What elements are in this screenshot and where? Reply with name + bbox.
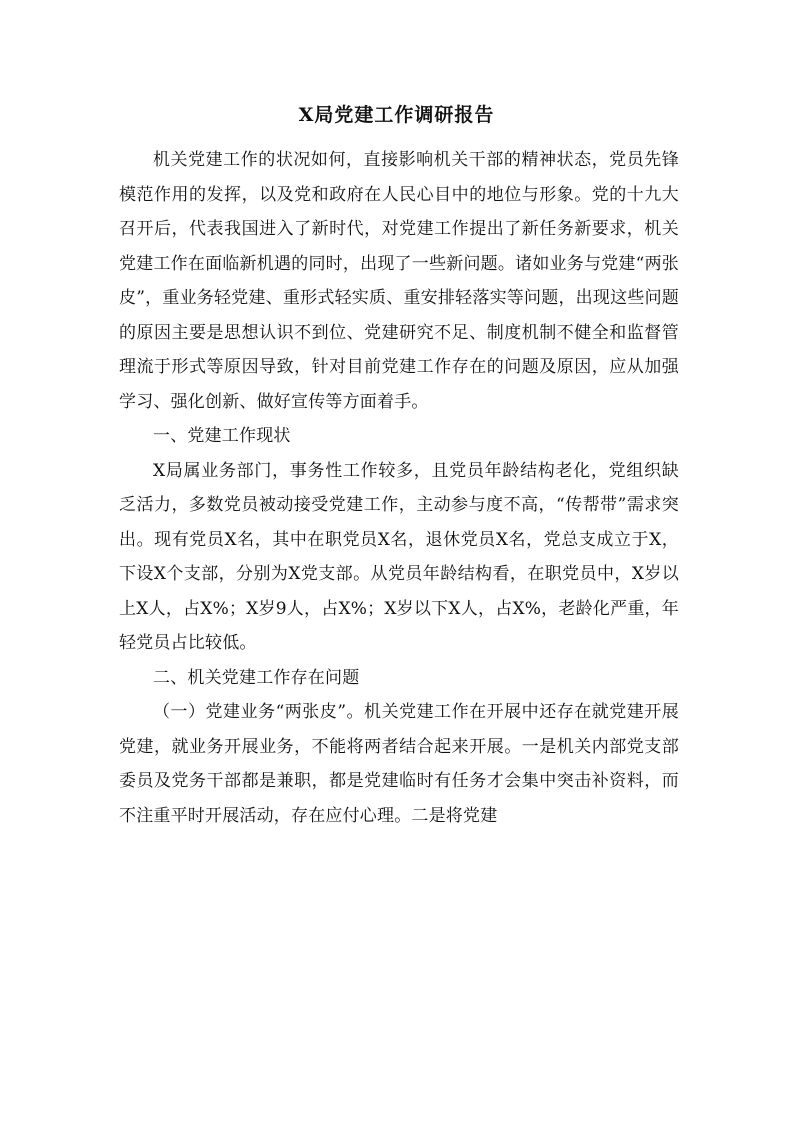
document-body: [119, 143, 679, 833]
document-title: X局党建工作调研报告: [298, 104, 495, 126]
section-heading-current-status: 一、党建工作现状: [153, 426, 291, 446]
current-status-paragraph: X局属业务部门，事务性工作较多，且党员年龄结构老化，党组织缺乏活力，多数党员被动接受党建工作，主动参与度不高，“传帮带”需求突出。现有党员X名，其中在职党员X名，退休党员X名，党总支成立于X，下设X个支部，分别为X党支部。从党员年龄结构看，在职党员中，X岁以上X人，占X%；X岁9人，占X%；X岁以下X人，占X%，老龄化严重，年轻党员占比较低。: [119, 460, 679, 653]
intro-paragraph: 机关党建工作的状况如何，直接影响机关干部的精神状态，党员先锋模范作用的发挥，以及党和政府在人民心目中的地位与形象。党的十九大召开后，代表我国进入了新时代，对党建工作提出了新任务新要求，机关党建工作在面临新机遇的同时，出现了一些新问题。诸如业务与党建“两张皮”，重业务轻党建、重形式轻实质、重安排轻落实等问题，出现这些问题的原因主要是思想认识不到位、党建研究不足、制度机制不健全和监督管理流于形式等原因导致，针对目前党建工作存在的问题及原因，应从加强学习、强化创新、做好宣传等方面着手。: [119, 150, 679, 412]
problem-one-paragraph: （一）党建业务“两张皮”。机关党建工作在开展中还存在就党建开展党建，就业务开展业务，不能将两者结合起来开展。一是机关内部党支部委员及党务干部都是兼职，都是党建临时有任务才会集中突击补资料，而不注重平时开展活动，存在应付心理。二是将党建: [119, 702, 679, 826]
section-heading-problems: 二、机关党建工作存在问题: [153, 667, 360, 688]
